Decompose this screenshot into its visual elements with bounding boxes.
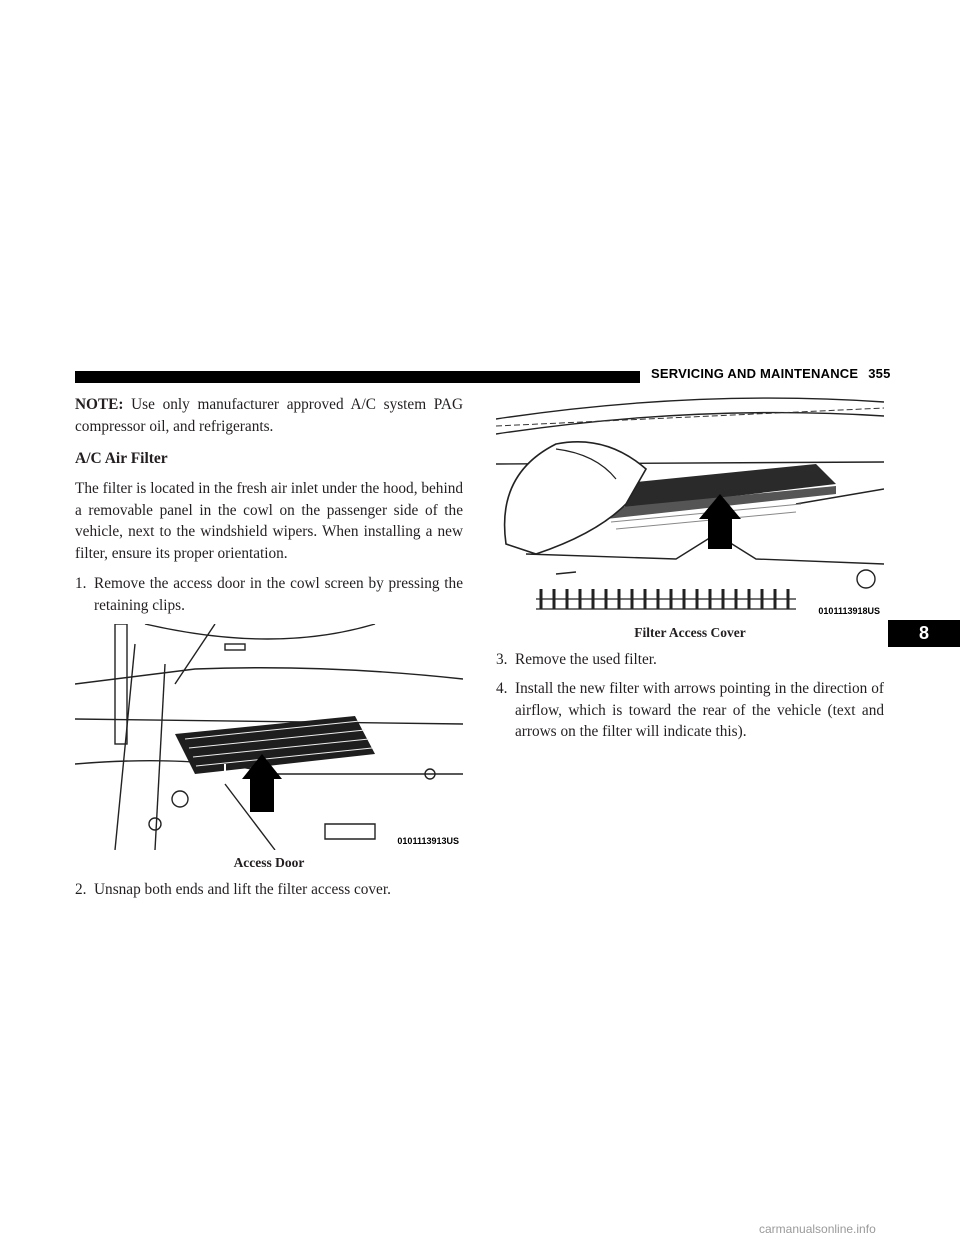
filter-access-cover-figure <box>496 394 884 620</box>
figure-2-code: 0101113918US <box>818 606 880 616</box>
left-column <box>75 394 463 900</box>
step-3-text: Remove the used filter. <box>515 650 657 668</box>
step-4-number: 4. <box>496 680 508 697</box>
step-1-text: Remove the access door in the cowl screen by pressing the retaining clips. <box>94 575 463 614</box>
section-title: SERVICING AND MAINTENANCE <box>651 366 859 381</box>
step-4 <box>496 678 884 743</box>
chapter-tab: 8 <box>888 620 960 647</box>
right-column <box>496 394 884 743</box>
filter-access-cover-illustration <box>496 394 884 620</box>
watermark: carmanualsonline.info <box>759 1222 876 1236</box>
figure-2-caption: Filter Access Cover <box>634 625 746 640</box>
intro-paragraph: The filter is located in the fresh air inlet under the hood, behind a removable panel in the cowl on the passenger side of the vehicle, next to the windshield wipers. When installing a new filter, ensure its proper orientation. <box>75 480 463 562</box>
access-door-figure <box>75 624 463 850</box>
step-3 <box>496 649 884 671</box>
access-door-illustration <box>75 624 463 850</box>
step-2-number: 2. <box>75 880 87 898</box>
step-2-text: Unsnap both ends and lift the filter access cover. <box>94 880 391 898</box>
step-1 <box>75 573 463 616</box>
page-number: 355 <box>868 366 891 381</box>
note-paragraph <box>75 394 463 437</box>
figure-1-code: 0101113913US <box>397 836 459 846</box>
note-text: Use only manufacturer approved A/C system PAG compressor oil, and refrigerants. <box>75 396 463 435</box>
header-rule <box>75 371 640 383</box>
note-label: NOTE: <box>75 396 124 413</box>
page-header <box>651 366 891 381</box>
step-2 <box>75 879 463 901</box>
section-heading: A/C Air Filter <box>75 450 168 467</box>
step-3-number: 3. <box>496 650 508 668</box>
figure-1-caption: Access Door <box>233 855 305 870</box>
step-4-text: Install the new filter with arrows pointing in the direction of airflow, which is toward the rear of the vehicle (text and arrows on the filter will indicate this). <box>515 680 884 740</box>
step-1-number: 1. <box>75 575 87 592</box>
